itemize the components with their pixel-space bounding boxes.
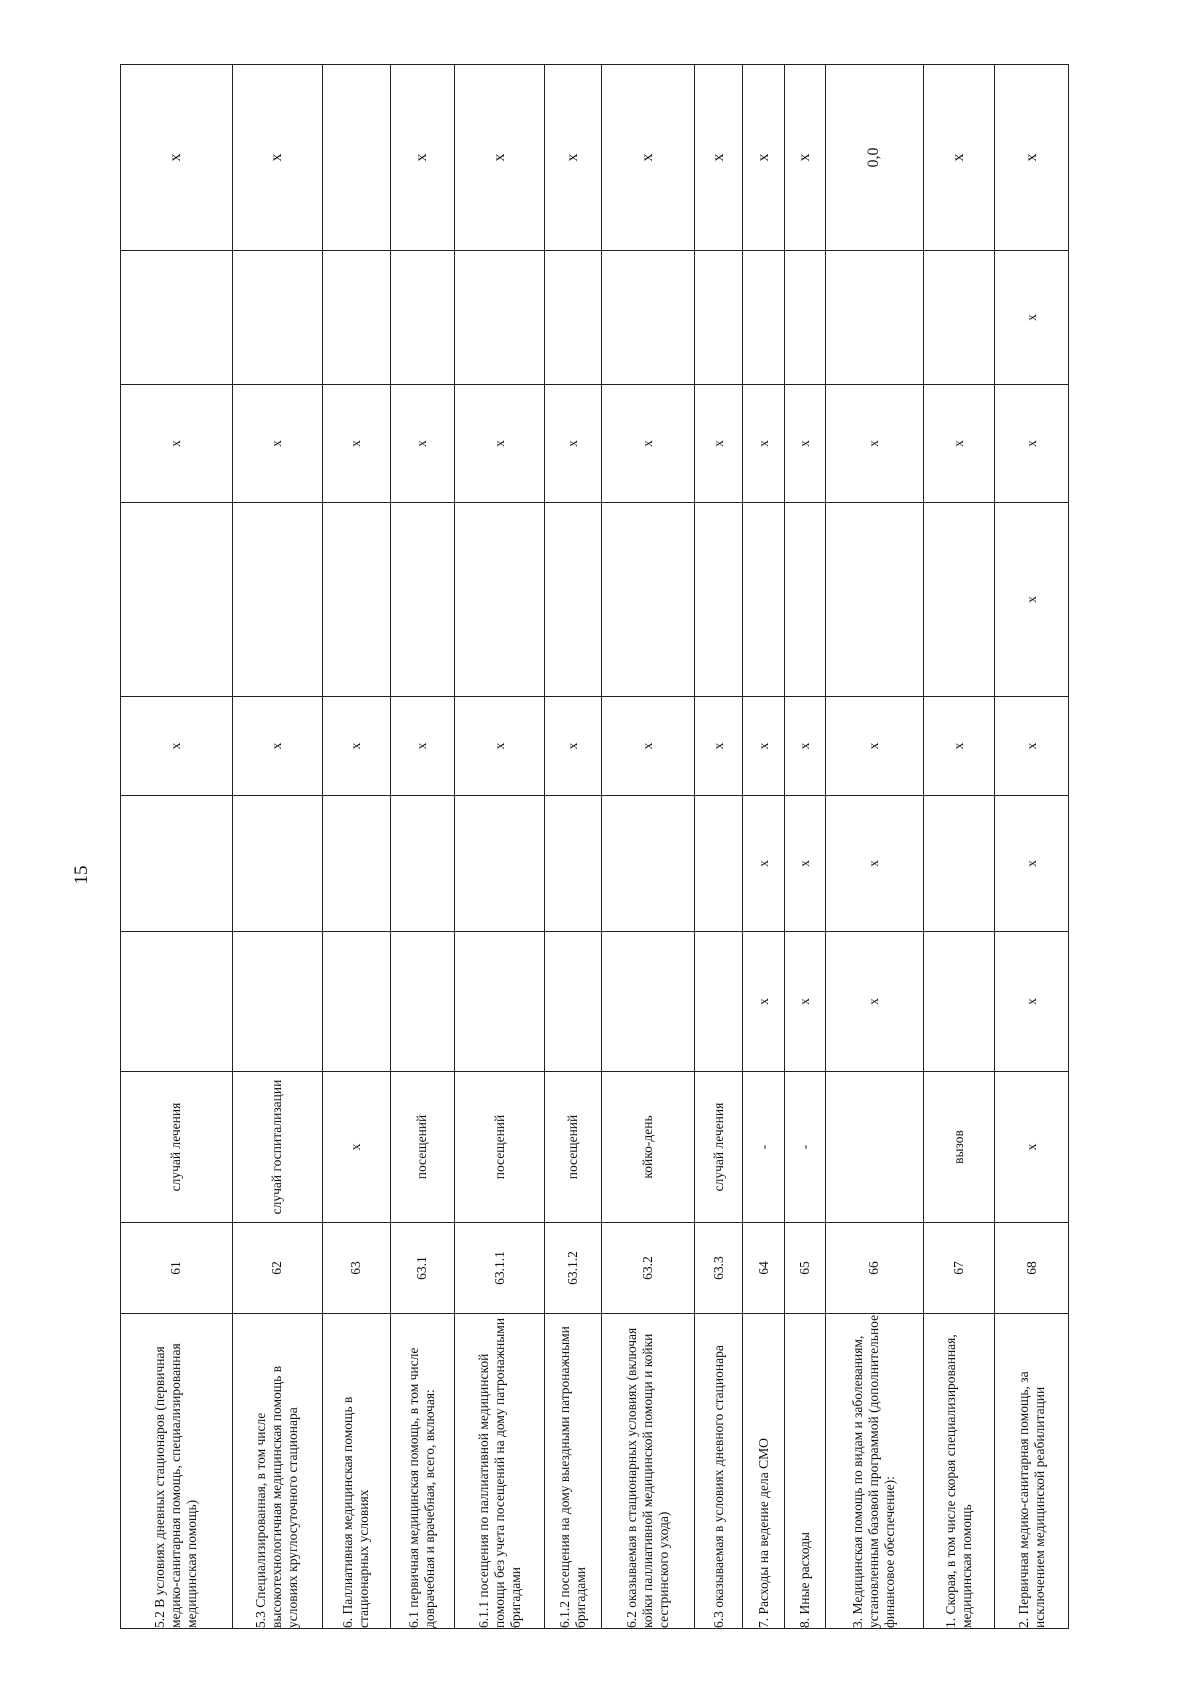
cell-c9 [232, 251, 323, 385]
row-number: 68 [995, 1223, 1069, 1314]
row-number: 64 [743, 1223, 784, 1314]
row-description: 6.1.2 посещения на дому выездными патронажными бригадами [545, 1314, 602, 1629]
row-number: 63 [323, 1223, 390, 1314]
cell-c8: х [825, 385, 923, 503]
table-row [121, 65, 233, 1629]
cell-c5: х [825, 796, 923, 932]
cell-c7 [923, 503, 995, 697]
cell-c8: х [121, 385, 233, 503]
row-description: 7. Расходы на ведение дела СМО [743, 1314, 784, 1629]
cell-c10 [323, 65, 390, 251]
cell-c10: х [784, 65, 825, 251]
row-number: 63.3 [695, 1223, 743, 1314]
cell-c7 [121, 503, 233, 697]
cell-c10: х [121, 65, 233, 251]
row-description: 6.3 оказываемая в условиях дневного стационара [695, 1314, 743, 1629]
cell-c7 [323, 503, 390, 697]
cell-c8: х [232, 385, 323, 503]
table-row [323, 65, 390, 1629]
cell-c6: х [454, 697, 545, 796]
row-number: 66 [825, 1223, 923, 1314]
cell-c5 [545, 796, 602, 932]
data-table [120, 64, 1069, 1629]
row-unit: вызов [923, 1072, 995, 1223]
cell-c6: х [743, 697, 784, 796]
cell-c8: х [454, 385, 545, 503]
table-row [995, 65, 1069, 1629]
cell-c8: х [923, 385, 995, 503]
row-number: 62 [232, 1223, 323, 1314]
cell-c10: х [923, 65, 995, 251]
cell-c6: х [825, 697, 923, 796]
cell-c10: 0,0 [825, 65, 923, 251]
cell-c4: х [825, 932, 923, 1072]
cell-c10: х [995, 65, 1069, 251]
row-description: 3. Медицинская помощь по видам и заболеваниям, установленным базовой программой (дополнительное финансовое обеспечение): [825, 1314, 923, 1629]
row-description: 6. Паллиативная медицинская помощь в стационарных условиях [323, 1314, 390, 1629]
cell-c5 [602, 796, 695, 932]
cell-c4: х [995, 932, 1069, 1072]
cell-c9 [923, 251, 995, 385]
row-description: 5.2 В условиях дневных стационаров (первичная медико-санитарная помощь, специализированная медицинская помощь) [121, 1314, 233, 1629]
cell-c6: х [232, 697, 323, 796]
row-number: 63.1 [390, 1223, 454, 1314]
cell-c4: х [784, 932, 825, 1072]
cell-c7 [232, 503, 323, 697]
cell-c5 [454, 796, 545, 932]
cell-c8: х [995, 385, 1069, 503]
cell-c9: х [995, 251, 1069, 385]
cell-c5 [695, 796, 743, 932]
cell-c8: х [545, 385, 602, 503]
cell-c7 [695, 503, 743, 697]
cell-c7: х [995, 503, 1069, 697]
cell-c7 [825, 503, 923, 697]
table-row [390, 65, 454, 1629]
cell-c9 [743, 251, 784, 385]
row-unit: посещений [454, 1072, 545, 1223]
cell-c8: х [602, 385, 695, 503]
cell-c6: х [784, 697, 825, 796]
cell-c7 [784, 503, 825, 697]
row-description: 6.1.1 посещения по паллиативной медицинской помощи без учета посещений на дому патронажными бригадами [454, 1314, 545, 1629]
table-row [602, 65, 695, 1629]
cell-c9 [825, 251, 923, 385]
table-row [545, 65, 602, 1629]
row-unit: х [995, 1072, 1069, 1223]
row-number: 63.1.2 [545, 1223, 602, 1314]
rotated-table-container [120, 65, 1069, 1629]
cell-c9 [121, 251, 233, 385]
cell-c7 [602, 503, 695, 697]
cell-c4 [454, 932, 545, 1072]
cell-c4 [390, 932, 454, 1072]
row-unit: - [784, 1072, 825, 1223]
row-description: 8. Иные расходы [784, 1314, 825, 1629]
cell-c9 [545, 251, 602, 385]
row-unit: койко-день [602, 1072, 695, 1223]
cell-c10: х [454, 65, 545, 251]
page-number: 15 [71, 865, 92, 885]
row-unit: х [323, 1072, 390, 1223]
cell-c6: х [545, 697, 602, 796]
cell-c7 [390, 503, 454, 697]
cell-c9 [784, 251, 825, 385]
table-row [695, 65, 743, 1629]
table-row [784, 65, 825, 1629]
cell-c8: х [323, 385, 390, 503]
row-number: 65 [784, 1223, 825, 1314]
cell-c7 [545, 503, 602, 697]
cell-c6: х [121, 697, 233, 796]
cell-c6: х [602, 697, 695, 796]
cell-c4 [923, 932, 995, 1072]
cell-c9 [390, 251, 454, 385]
row-description: 6.2 оказываемая в стационарных условиях (включая койки паллиативной медицинской помощи и койки сестринского ухода) [602, 1314, 695, 1629]
cell-c8: х [390, 385, 454, 503]
row-description: 5.3 Специализированная, в том числе высокотехнологичная медицинская помощь в условиях круглосуточного стационара [232, 1314, 323, 1629]
cell-c7 [743, 503, 784, 697]
cell-c9 [454, 251, 545, 385]
cell-c6: х [323, 697, 390, 796]
table-row [743, 65, 784, 1629]
row-unit [825, 1072, 923, 1223]
cell-c5: х [995, 796, 1069, 932]
cell-c7 [454, 503, 545, 697]
cell-c10: х [602, 65, 695, 251]
row-description: 2. Первичная медико-санитарная помощь, за исключением медицинской реабилитации [995, 1314, 1069, 1629]
cell-c8: х [695, 385, 743, 503]
cell-c10: х [695, 65, 743, 251]
cell-c9 [602, 251, 695, 385]
cell-c4: х [743, 932, 784, 1072]
cell-c5 [923, 796, 995, 932]
row-number: 63.1.1 [454, 1223, 545, 1314]
cell-c5 [121, 796, 233, 932]
cell-c9 [323, 251, 390, 385]
row-unit: случай лечения [121, 1072, 233, 1223]
cell-c6: х [923, 697, 995, 796]
cell-c8: х [743, 385, 784, 503]
cell-c4 [323, 932, 390, 1072]
table-row [232, 65, 323, 1629]
cell-c10: х [743, 65, 784, 251]
table-row [825, 65, 923, 1629]
cell-c6: х [695, 697, 743, 796]
cell-c8: х [784, 385, 825, 503]
row-description: 6.1 первичная медицинская помощь, в том числе доврачебная и врачебная, всего, включая: [390, 1314, 454, 1629]
row-unit: посещений [545, 1072, 602, 1223]
cell-c4 [695, 932, 743, 1072]
cell-c5 [232, 796, 323, 932]
cell-c4 [232, 932, 323, 1072]
row-unit: случай лечения [695, 1072, 743, 1223]
row-description: 1. Скорая, в том числе скорая специализированная, медицинская помощь [923, 1314, 995, 1629]
cell-c5: х [743, 796, 784, 932]
cell-c5: х [784, 796, 825, 932]
cell-c5 [323, 796, 390, 932]
row-unit: случай госпитализации [232, 1072, 323, 1223]
cell-c4 [602, 932, 695, 1072]
cell-c10: х [545, 65, 602, 251]
table-row [454, 65, 545, 1629]
cell-c10: х [232, 65, 323, 251]
cell-c4 [545, 932, 602, 1072]
cell-c9 [695, 251, 743, 385]
row-number: 67 [923, 1223, 995, 1314]
row-unit: посещений [390, 1072, 454, 1223]
table-row [923, 65, 995, 1629]
row-number: 61 [121, 1223, 233, 1314]
cell-c5 [390, 796, 454, 932]
cell-c4 [121, 932, 233, 1072]
row-unit: - [743, 1072, 784, 1223]
cell-c6: х [390, 697, 454, 796]
cell-c6: х [995, 697, 1069, 796]
cell-c10: х [390, 65, 454, 251]
row-number: 63.2 [602, 1223, 695, 1314]
